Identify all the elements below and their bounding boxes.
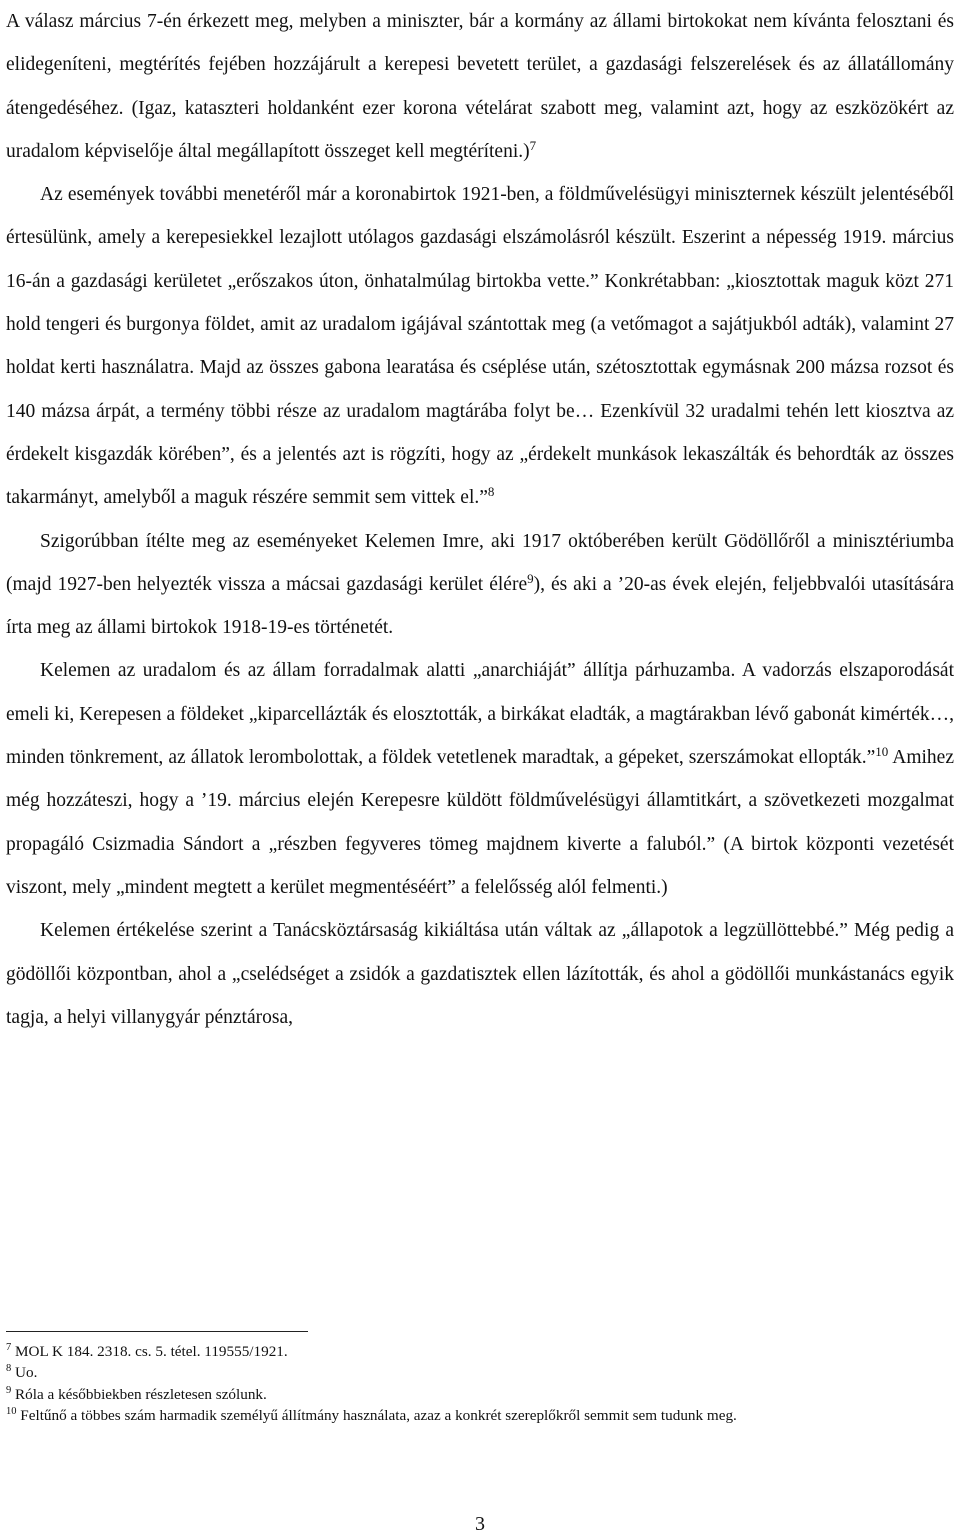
footnote xyxy=(6,1362,954,1383)
footnote-reference[interactable]: 7 xyxy=(529,137,537,153)
footnote xyxy=(6,1405,954,1426)
paragraph-text: Szigorúbban ítélte meg az eseményeket Kelemen Imre, aki 1917 októberében került Gödöllőről a minisztériumba (majd 1927-ben helyezték vissza a mácsai gazdasági kerület élére xyxy=(6,530,954,595)
footnote-number: 7 xyxy=(6,1342,12,1353)
paragraph-text: Kelemen értékelése szerint a Tanácsköztársaság kikiáltása után váltak az „állapotok a legzüllöttebbé.” Még pedig a gödöllői központban, ahol a „cselédséget a zsidók a gazdatisztek ellen lázították, és ahol a gödöllői munkástanács egyik tagja, a helyi villanygyár pénztárosa, xyxy=(6,920,954,1028)
paragraph-text: ), és aki a ’20-as évek elején, feljebbvalói utasítására írta meg az állami birtokok 1918-19-es történetét. xyxy=(6,573,954,639)
paragraph xyxy=(6,649,954,909)
footnote-reference[interactable]: 9 xyxy=(527,570,534,586)
page-number: 3 xyxy=(475,1513,485,1535)
footnote-reference[interactable]: 10 xyxy=(875,744,889,760)
footnote-number: 9 xyxy=(6,1384,12,1396)
footnote-separator xyxy=(6,1331,308,1332)
paragraph-text: Amihez még hozzáteszi, hogy a ’19. március elején Kerepesre küldött földművelésügyi államtitkárt, a szövetkezeti mozgalmat propagáló Csizmadia Sándort a „részben fegyveres tömeg majdnem kiverte a faluból.” (A birtok központi vezetését viszont, mely „mindent megtett a kerület megmentéséért” a felelősség alól felmenti.) xyxy=(6,747,954,898)
footnote xyxy=(6,1384,954,1405)
paragraph xyxy=(6,909,954,1039)
main-text xyxy=(6,0,954,1039)
footnote-text: Róla a későbbiekben részletesen szólunk. xyxy=(15,1385,267,1403)
footnote-reference[interactable]: 8 xyxy=(487,484,495,500)
paragraph-text: Kelemen az uradalom és az állam forradalmak alatti „anarchiáját” állítja párhuzamba. A vadorzás elszaporodását emeli ki, Kerepesen a földeket „kiparcellázták és elosztották, a birkákat eladták, a magtárakban lévő gabonát kimérték…, minden tönkrement, az állatok lerombolottak, a földek vetetlenek maradtak, a gépeket, szerszámokat ellopták.” xyxy=(6,660,954,769)
paragraph-text: A válasz március 7-én érkezett meg, melyben a miniszter, bár a kormány az állami birtokokat nem kívánta felosztani és elidegeníteni, megtérítés fejében hozzájárult a kerepesi bevetett terület, a gazdasági felszerelések és az állatállomány átengedéséhez. (Igaz, kataszteri holdanként ezer korona vételárat szabott meg, valamint azt, hogy az eszközökért az uradalom képviselője által megállapított összeget kell megtéríteni.) xyxy=(6,11,954,162)
footnote-text: MOL K 184. 2318. cs. 5. tétel. 119555/1921. xyxy=(15,1343,288,1360)
footnotes xyxy=(6,1341,954,1426)
footnote-number: 10 xyxy=(6,1405,17,1417)
footnote-text: Feltűnő a többes szám harmadik személyű állítmány használata, azaz a konkrét szereplőkről semmit sem tudunk meg. xyxy=(20,1406,737,1424)
paragraph xyxy=(6,520,954,650)
footnote-number: 8 xyxy=(6,1363,12,1375)
paragraph-text: Az események további menetéről már a koronabirtok 1921-ben, a földművelésügyi miniszternek készült jelentéséből értesülünk, amely a kerepesiekkel lezajlott utólagos gazdasági elszámolásról készült. Eszerint a népesség 1919. március 16-án a gazdasági kerületet „erőszakos úton, önhatalmúlag birtokba vette.” Konkrétabban: „kiosztottak maguk közt 271 hold tengeri és burgonya földet, amit az uradalom igájával szántottak meg (a vetőmagot a sajátjukból adták), valamint 27 holdat kerti használatra. Majd az összes gabona learatása és cséplése után, szétosztottak egymásnak 200 mázsa rozsot és 140 mázsa árpát, a termény többi része az uradalom magtárába folyt be… Ezenkívül 32 uradalmi tehén lett kiosztva az érdekelt kisgazdák körében”, és a jelentés azt is rögzíti, hogy az „érdekelt munkások lekaszálták és behordták az összes takarmányt, amelyből a maguk részére semmit sem vittek el.” xyxy=(6,184,954,509)
paragraph xyxy=(6,173,954,519)
footnote-text: Uo. xyxy=(15,1364,38,1382)
paragraph xyxy=(6,0,954,173)
footnote xyxy=(6,1341,954,1362)
